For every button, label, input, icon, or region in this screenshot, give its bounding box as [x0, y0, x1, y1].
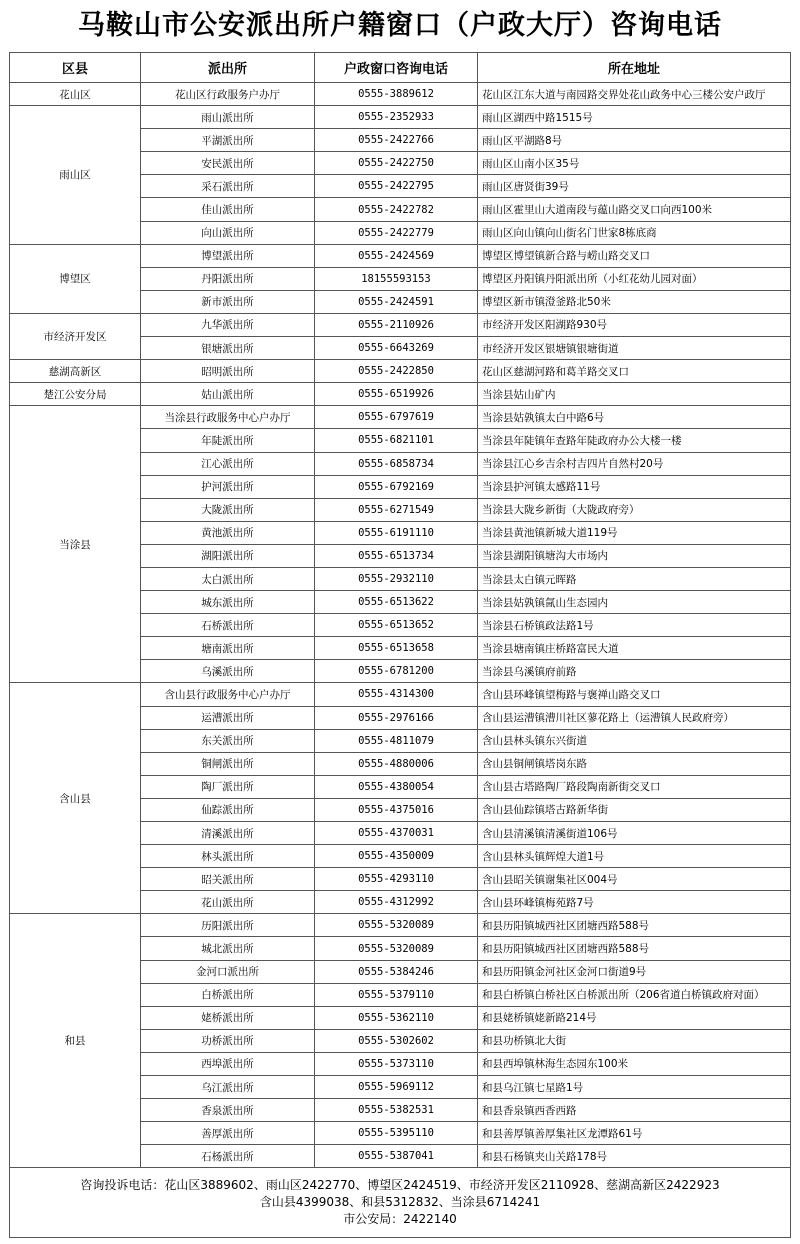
- phone-number: 0555-6821101: [315, 429, 478, 452]
- phone-number: 0555-4811079: [315, 729, 478, 752]
- station-name: 东关派出所: [141, 729, 315, 752]
- station-address: 当涂县湖阳镇塘沟大市场内: [478, 544, 791, 567]
- phone-number: 0555-2932110: [315, 567, 478, 590]
- phone-number: 0555-4314300: [315, 683, 478, 706]
- station-name: 佳山派出所: [141, 198, 315, 221]
- table-row: [10, 683, 791, 706]
- station-address: 雨山区霍里山大道南段与蕴山路交叉口向西100米: [478, 198, 791, 221]
- phone-number: 0555-4293110: [315, 868, 478, 891]
- phone-directory-table: [9, 52, 791, 1238]
- station-name: 城东派出所: [141, 591, 315, 614]
- station-name: 向山派出所: [141, 221, 315, 244]
- phone-number: 0555-6781200: [315, 660, 478, 683]
- station-address: 雨山区向山镇向山街名门世家8栋底商: [478, 221, 791, 244]
- station-name: 仙踪派出所: [141, 798, 315, 821]
- phone-number: 0555-2424591: [315, 290, 478, 313]
- station-name: 丹阳派出所: [141, 267, 315, 290]
- phone-number: 0555-2422779: [315, 221, 478, 244]
- phone-number: 0555-2424569: [315, 244, 478, 267]
- station-address: 当涂县江心乡吉余村吉四片自然村20号: [478, 452, 791, 475]
- station-address: 博望区博望镇新合路与崂山路交叉口: [478, 244, 791, 267]
- station-address: 和县历阳镇金河社区金河口街道9号: [478, 960, 791, 983]
- station-name: 清溪派出所: [141, 822, 315, 845]
- phone-number: 0555-6643269: [315, 337, 478, 360]
- station-name: 善厚派出所: [141, 1122, 315, 1145]
- phone-number: 0555-6513622: [315, 591, 478, 614]
- station-address: 当涂县姑孰镇太白中路6号: [478, 406, 791, 429]
- station-name: 姥桥派出所: [141, 1006, 315, 1029]
- phone-number: 0555-5379110: [315, 983, 478, 1006]
- station-name: 年陡派出所: [141, 429, 315, 452]
- station-name: 铜闸派出所: [141, 752, 315, 775]
- station-address: 和县善厚镇善厚集社区龙潭路61号: [478, 1122, 791, 1145]
- district-cell: 慈湖高新区: [10, 360, 141, 383]
- station-name: 乌溪派出所: [141, 660, 315, 683]
- phone-number: 0555-6271549: [315, 498, 478, 521]
- station-name: 城北派出所: [141, 937, 315, 960]
- phone-number: 0555-2422750: [315, 152, 478, 175]
- station-address: 含山县铜闸镇塔岗东路: [478, 752, 791, 775]
- station-name: 石桥派出所: [141, 614, 315, 637]
- district-cell: 花山区: [10, 83, 141, 106]
- phone-number: 0555-6519926: [315, 383, 478, 406]
- phone-number: 0555-4350009: [315, 845, 478, 868]
- phone-number: 0555-2110926: [315, 313, 478, 336]
- station-address: 当涂县护河镇太感路11号: [478, 475, 791, 498]
- phone-number: 18155593153: [315, 267, 478, 290]
- station-name: 石杨派出所: [141, 1145, 315, 1168]
- station-address: 当涂县塘南镇庄桥路富民大道: [478, 637, 791, 660]
- header-station: 派出所: [141, 53, 315, 83]
- phone-number: 0555-5320089: [315, 914, 478, 937]
- footer-line-3: 市公安局：2422140: [343, 1212, 457, 1227]
- phone-number: 0555-4380054: [315, 775, 478, 798]
- district-cell: 市经济开发区: [10, 313, 141, 359]
- station-name: 湖阳派出所: [141, 544, 315, 567]
- station-address: 含山县仙踪镇塔古路新华街: [478, 798, 791, 821]
- table-row: [10, 406, 791, 429]
- table-row: [10, 106, 791, 129]
- station-address: 当涂县年陡镇年查路年陡政府办公大楼一楼: [478, 429, 791, 452]
- station-name: 黄池派出所: [141, 521, 315, 544]
- station-name: 太白派出所: [141, 567, 315, 590]
- station-address: 当涂县乌溪镇府前路: [478, 660, 791, 683]
- station-name: 含山县行政服务中心户办厅: [141, 683, 315, 706]
- station-name: 博望派出所: [141, 244, 315, 267]
- station-address: 当涂县姑孰镇氤山生态园内: [478, 591, 791, 614]
- station-address: 当涂县黄池镇新城大道119号: [478, 521, 791, 544]
- station-address: 当涂县大陇乡新街（大陇政府旁）: [478, 498, 791, 521]
- phone-number: 0555-5320089: [315, 937, 478, 960]
- station-address: 雨山区平湖路8号: [478, 129, 791, 152]
- station-address: 市经济开发区阳湖路930号: [478, 313, 791, 336]
- station-name: 功桥派出所: [141, 1029, 315, 1052]
- station-address: 含山县古塔路陶厂路段陶南新街交叉口: [478, 775, 791, 798]
- district-cell: 含山县: [10, 683, 141, 914]
- phone-number: 0555-3889612: [315, 83, 478, 106]
- station-address: 含山县林头镇辉煌大道1号: [478, 845, 791, 868]
- station-address: 雨山区唐贤街39号: [478, 175, 791, 198]
- header-phone: 户政窗口咨询电话: [315, 53, 478, 83]
- station-name: 昭关派出所: [141, 868, 315, 891]
- phone-number: 0555-5373110: [315, 1052, 478, 1075]
- phone-number: 0555-2422782: [315, 198, 478, 221]
- phone-number: 0555-4370031: [315, 822, 478, 845]
- station-address: 和县石杨镇夹山关路178号: [478, 1145, 791, 1168]
- phone-number: 0555-6797619: [315, 406, 478, 429]
- station-name: 香泉派出所: [141, 1099, 315, 1122]
- table-row: [10, 244, 791, 267]
- station-name: 花山区行政服务户办厅: [141, 83, 315, 106]
- footer-line-1: 咨询投诉电话：花山区3889602、雨山区2422770、博望区2424519、市经济开发区2110928、慈湖高新区2422923: [80, 1178, 720, 1193]
- table-row: [10, 313, 791, 336]
- station-address: 当涂县姑山矿内: [478, 383, 791, 406]
- station-name: 白桥派出所: [141, 983, 315, 1006]
- station-name: 平湖派出所: [141, 129, 315, 152]
- phone-number: 0555-5384246: [315, 960, 478, 983]
- district-cell: 博望区: [10, 244, 141, 313]
- station-address: 和县姥桥镇姥新路214号: [478, 1006, 791, 1029]
- table-row: [10, 383, 791, 406]
- station-name: 大陇派出所: [141, 498, 315, 521]
- station-address: 含山县运漕镇漕川社区蓼花路上（运漕镇人民政府旁）: [478, 706, 791, 729]
- station-address: 和县白桥镇白桥社区白桥派出所（206省道白桥镇政府对面）: [478, 983, 791, 1006]
- station-name: 姑山派出所: [141, 383, 315, 406]
- phone-number: 0555-2422766: [315, 129, 478, 152]
- station-name: 雨山派出所: [141, 106, 315, 129]
- station-name: 林头派出所: [141, 845, 315, 868]
- district-cell: 楚江公安分局: [10, 383, 141, 406]
- station-address: 和县香泉镇西香西路: [478, 1099, 791, 1122]
- station-address: 博望区新市镇澄釜路北50米: [478, 290, 791, 313]
- phone-number: 0555-5395110: [315, 1122, 478, 1145]
- station-address: 雨山区山南小区35号: [478, 152, 791, 175]
- phone-number: 0555-5382531: [315, 1099, 478, 1122]
- station-name: 乌江派出所: [141, 1076, 315, 1099]
- table-header-row: [10, 53, 791, 83]
- station-name: 采石派出所: [141, 175, 315, 198]
- phone-number: 0555-4880006: [315, 752, 478, 775]
- phone-number: 0555-2422795: [315, 175, 478, 198]
- district-cell: 雨山区: [10, 106, 141, 245]
- station-address: 和县历阳镇城西社区团塘西路588号: [478, 937, 791, 960]
- district-cell: 和县: [10, 914, 141, 1168]
- footer-line-2: 含山县4399038、和县5312832、当涂县6714241: [259, 1195, 541, 1210]
- station-address: 花山区慈湖河路和葛羊路交叉口: [478, 360, 791, 383]
- station-name: 陶厂派出所: [141, 775, 315, 798]
- station-address: 当涂县太白镇元晖路: [478, 567, 791, 590]
- phone-number: 0555-4375016: [315, 798, 478, 821]
- phone-number: 0555-6513652: [315, 614, 478, 637]
- district-cell: 当涂县: [10, 406, 141, 683]
- header-district: 区县: [10, 53, 141, 83]
- station-address: 博望区丹阳镇丹阳派出所（小红花幼儿园对面）: [478, 267, 791, 290]
- station-name: 昭明派出所: [141, 360, 315, 383]
- complaint-contacts: [10, 1168, 791, 1238]
- station-name: 新市派出所: [141, 290, 315, 313]
- station-address: 和县乌江镇七星路1号: [478, 1076, 791, 1099]
- station-address: 市经济开发区银塘镇银塘街道: [478, 337, 791, 360]
- station-name: 银塘派出所: [141, 337, 315, 360]
- station-address: 和县历阳镇城西社区团塘西路588号: [478, 914, 791, 937]
- table-row: [10, 360, 791, 383]
- station-name: 当涂县行政服务中心户办厅: [141, 406, 315, 429]
- station-name: 安民派出所: [141, 152, 315, 175]
- station-name: 西埠派出所: [141, 1052, 315, 1075]
- phone-number: 0555-6513658: [315, 637, 478, 660]
- phone-number: 0555-5362110: [315, 1006, 478, 1029]
- station-address: 含山县环峰镇望梅路与褒禅山路交叉口: [478, 683, 791, 706]
- phone-number: 0555-5302602: [315, 1029, 478, 1052]
- station-address: 和县功桥镇北大街: [478, 1029, 791, 1052]
- phone-number: 0555-5387041: [315, 1145, 478, 1168]
- phone-number: 0555-2976166: [315, 706, 478, 729]
- phone-number: 0555-6792169: [315, 475, 478, 498]
- station-name: 护河派出所: [141, 475, 315, 498]
- station-address: 雨山区湖西中路1515号: [478, 106, 791, 129]
- station-address: 当涂县石桥镇政法路1号: [478, 614, 791, 637]
- station-address: 含山县环峰镇梅苑路7号: [478, 891, 791, 914]
- phone-number: 0555-6513734: [315, 544, 478, 567]
- phone-number: 0555-6858734: [315, 452, 478, 475]
- station-address: 花山区江东大道与南园路交界处花山政务中心三楼公安户政厅: [478, 83, 791, 106]
- station-name: 九华派出所: [141, 313, 315, 336]
- station-address: 含山县昭关镇谢集社区004号: [478, 868, 791, 891]
- station-name: 运漕派出所: [141, 706, 315, 729]
- header-address: 所在地址: [478, 53, 791, 83]
- phone-number: 0555-2422850: [315, 360, 478, 383]
- phone-number: 0555-6191110: [315, 521, 478, 544]
- page-title: 马鞍山市公安派出所户籍窗口（户政大厅）咨询电话: [78, 10, 722, 41]
- station-address: 和县西埠镇林海生态园东100米: [478, 1052, 791, 1075]
- station-name: 花山派出所: [141, 891, 315, 914]
- station-name: 历阳派出所: [141, 914, 315, 937]
- phone-number: 0555-2352933: [315, 106, 478, 129]
- station-name: 塘南派出所: [141, 637, 315, 660]
- station-name: 江心派出所: [141, 452, 315, 475]
- station-name: 金河口派出所: [141, 960, 315, 983]
- table-body: [10, 83, 791, 1168]
- station-address: 含山县林头镇东兴街道: [478, 729, 791, 752]
- footer-row: [10, 1168, 791, 1238]
- table-row: [10, 914, 791, 937]
- phone-number: 0555-5969112: [315, 1076, 478, 1099]
- station-address: 含山县清溪镇清溪街道106号: [478, 822, 791, 845]
- phone-number: 0555-4312992: [315, 891, 478, 914]
- table-row: [10, 83, 791, 106]
